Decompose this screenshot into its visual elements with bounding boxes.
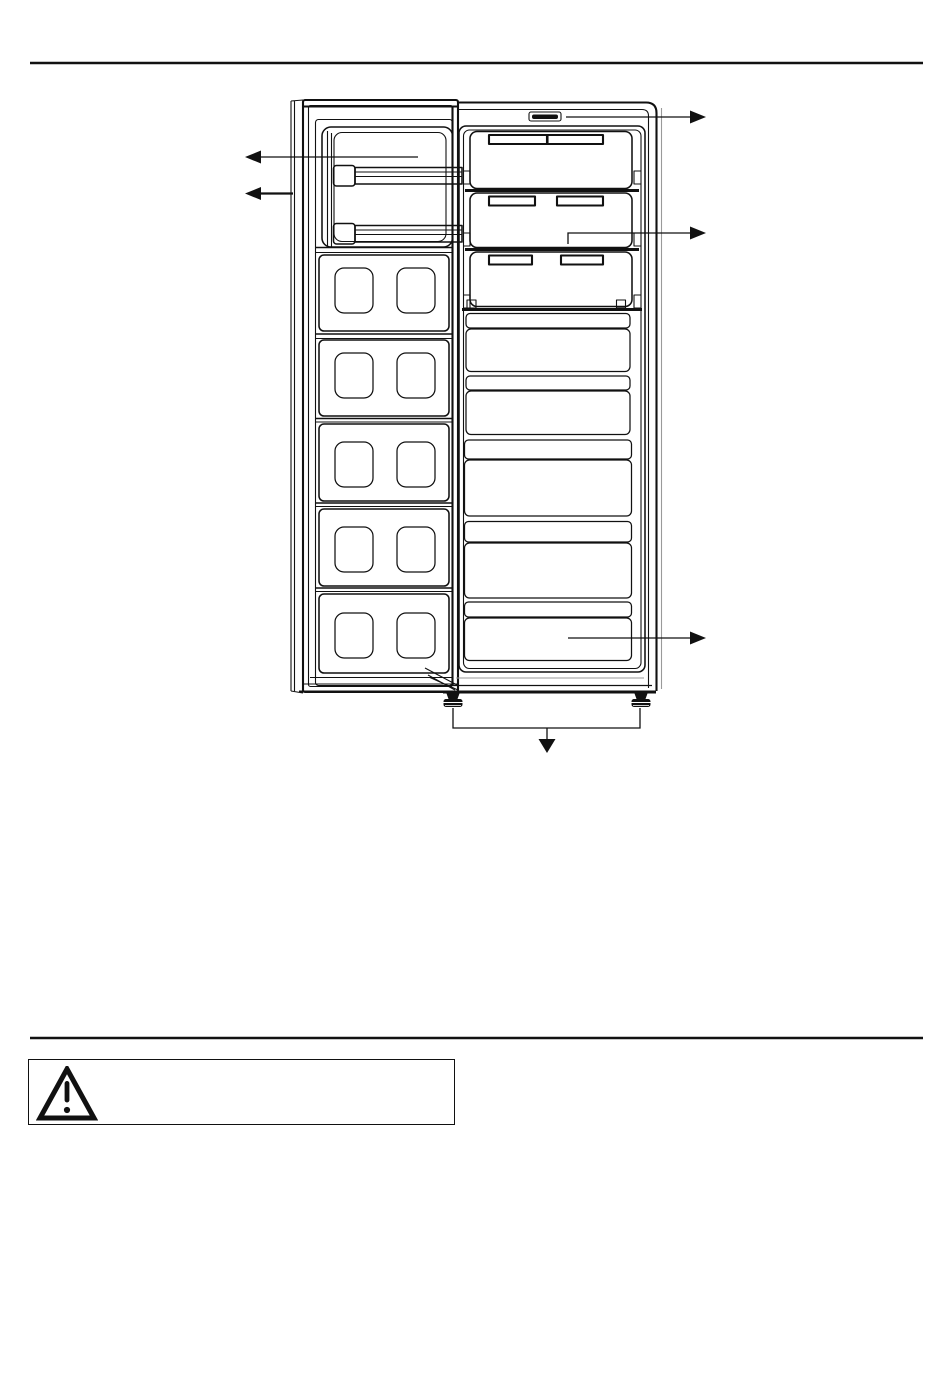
drawer-1 xyxy=(470,132,632,189)
compartment-front-4 xyxy=(465,522,632,599)
drawer-3 xyxy=(470,252,632,307)
callout-leveling-feet xyxy=(453,708,640,753)
top-vent-mark xyxy=(529,112,561,121)
warning-triangle-icon xyxy=(36,1066,98,1122)
door-panel-2 xyxy=(319,340,449,416)
compartment-front-5 xyxy=(465,602,632,661)
door-shelf-upper xyxy=(334,166,463,187)
callout-middle-drawer xyxy=(568,227,706,245)
freezer-cabinet xyxy=(425,103,662,708)
door-panel-1 xyxy=(319,255,449,331)
door-panel-4 xyxy=(319,509,449,586)
leveling-foot-right xyxy=(632,694,651,708)
compartment-front-1 xyxy=(466,314,630,372)
warning-box xyxy=(28,1059,455,1125)
freezer-door xyxy=(291,100,462,693)
compartment-front-3 xyxy=(465,440,632,516)
door-panel-5 xyxy=(319,594,449,673)
door-shelf-lower xyxy=(334,224,463,245)
callout-layer xyxy=(245,111,706,754)
drawer-2 xyxy=(470,193,632,248)
door-bin-area xyxy=(322,127,453,247)
callout-door xyxy=(245,187,293,200)
compartment-front-2 xyxy=(466,376,630,435)
leveling-foot-left xyxy=(444,694,463,708)
callout-top-panel xyxy=(566,111,706,124)
callout-bottom-compartment xyxy=(568,632,706,645)
door-panel-3 xyxy=(319,424,449,501)
